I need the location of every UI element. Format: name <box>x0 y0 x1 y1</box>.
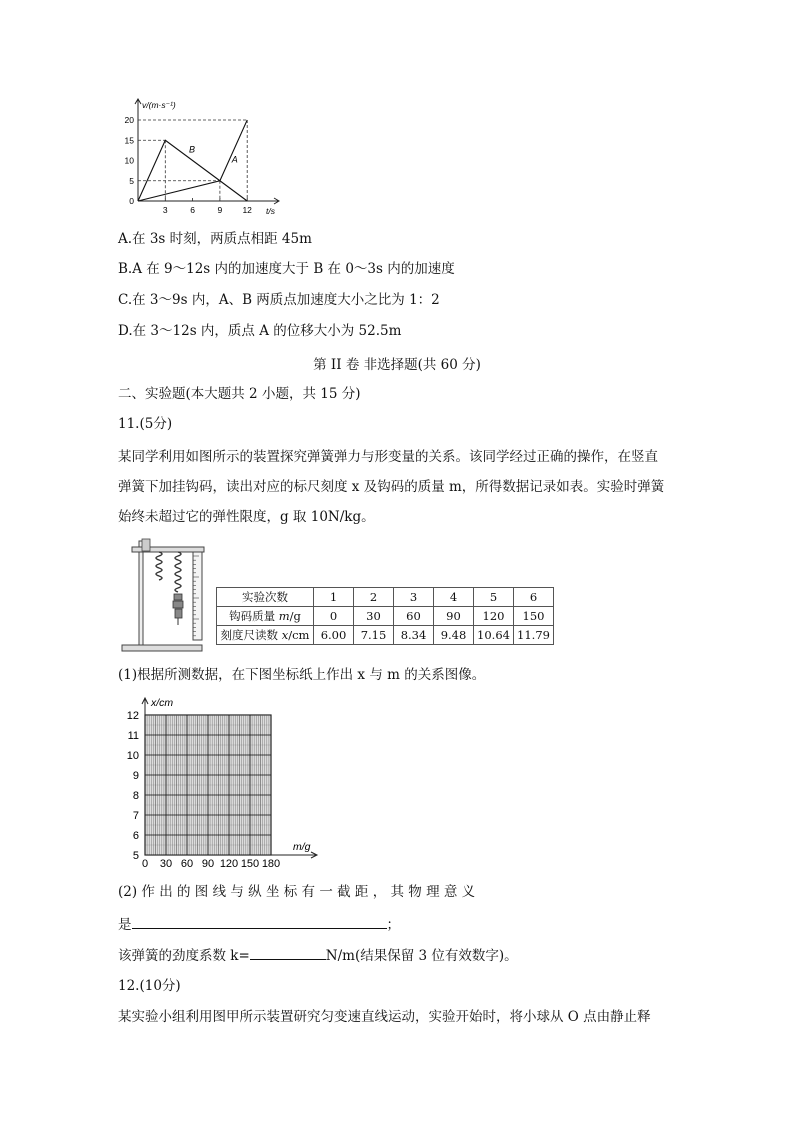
q12-stem: 某实验小组利用图甲所示装置研究匀变速直线运动，实验开始时，将小球从 O 点由静止释 <box>118 1009 651 1025</box>
y-tick-label: 7 <box>132 810 139 822</box>
table-cell: 4 <box>434 588 474 607</box>
x-tick-label: 120 <box>219 858 239 870</box>
q11-k-line: 该弹簧的劲度系数 k= N/m(结果保留 3 位有效数字)。 <box>118 945 518 965</box>
table-cell: 150 <box>514 607 554 626</box>
y-axis-label: x/cm <box>151 697 174 709</box>
x-tick-label: 60 <box>180 858 194 870</box>
y-tick-label: 11 <box>127 730 139 742</box>
series-label: A <box>231 154 238 165</box>
table-cell: 1 <box>314 588 354 607</box>
table-cell: 2 <box>354 588 394 607</box>
q12-number: 12.(10分) <box>118 978 181 994</box>
series-label: B <box>188 144 195 155</box>
table-cell: 11.79 <box>514 626 554 645</box>
table-cell: 120 <box>474 607 514 626</box>
vt-graph <box>118 96 288 221</box>
table-cell: 8.34 <box>394 626 434 645</box>
table-cell: 9.48 <box>434 626 474 645</box>
x-tick-label: 30 <box>159 858 173 870</box>
x-tick-label: 6 <box>190 205 195 215</box>
y-tick-label: 8 <box>132 790 139 802</box>
answer-blank-k[interactable] <box>250 945 326 960</box>
table-cell: 0 <box>314 607 354 626</box>
x-tick-label: 3 <box>162 205 168 215</box>
option-c: C.在 3～9s 内，A、B 两质点加速度大小之比为 1：2 <box>118 292 440 308</box>
x-tick-label: 180 <box>261 858 281 870</box>
table-cell: 60 <box>394 607 434 626</box>
table-cell: 6 <box>514 588 554 607</box>
q11-part2-line1: (2) 作 出 的 图 线 与 纵 坐 标 有 一 截 距 ， 其 物 理 意 义 <box>118 884 476 900</box>
spring-apparatus-figure <box>118 537 213 655</box>
table-row <box>217 588 554 607</box>
x-tick-label: 90 <box>201 858 215 870</box>
table-row <box>217 626 554 645</box>
y-axis-label: v/(m·s⁻¹) <box>142 100 176 110</box>
row-label-trial: 实验次数 <box>217 588 314 607</box>
table-cell: 7.15 <box>354 626 394 645</box>
section2-heading: 二、实验题(本大题共 2 小题，共 15 分) <box>118 386 361 402</box>
x-tick-label: 0 <box>141 858 149 870</box>
option-a: A.在 3s 时刻，两质点相距 45m <box>118 231 312 247</box>
x-axis-label: m/g <box>293 841 311 853</box>
graph-paper <box>118 695 328 870</box>
answer-blank-intercept[interactable] <box>132 914 387 929</box>
part2-title: 第 II 卷 非选择题(共 60 分) <box>313 357 481 373</box>
table-cell: 6.00 <box>314 626 354 645</box>
x-tick-label: 12 <box>242 205 252 215</box>
row-label-mass: 钩码质量 m/g <box>217 607 314 626</box>
x-tick-label: 150 <box>240 858 260 870</box>
data-table <box>216 587 554 645</box>
q11-part2-line2: 是 ； <box>118 914 400 934</box>
y-tick-label: 12 <box>126 710 139 722</box>
table-row <box>217 607 554 626</box>
y-tick-label: 10 <box>126 750 139 762</box>
y-tick-label: 20 <box>124 115 134 125</box>
table-cell: 3 <box>394 588 434 607</box>
q11-stem: 某同学利用如图所示的装置探究弹簧弹力与形变量的关系。该同学经过正确的操作，在竖直 弹簧下加挂钩码，读出对应的标尺刻度 x 及钩码的质量 m，所得数据记录如表。实验时弹簧 始终未超过它的弹性限度，g 取 10N/kg。 <box>118 449 665 525</box>
q11-part1: (1)根据所测数据，在下图坐标纸上作出 x 与 m 的关系图像。 <box>118 667 486 683</box>
y-tick-label: 10 <box>124 155 134 166</box>
table-cell: 10.64 <box>474 626 514 645</box>
y-tick-label: 5 <box>129 175 134 186</box>
row-label-reading: 刻度尺读数 x/cm <box>217 626 314 645</box>
x-axis-label: t/s <box>266 206 275 216</box>
table-cell: 5 <box>474 588 514 607</box>
y-tick-label: 15 <box>124 135 134 146</box>
option-d: D.在 3～12s 内，质点 A 的位移大小为 52.5m <box>118 323 402 339</box>
x-tick-label: 9 <box>217 205 223 215</box>
y-tick-label: 6 <box>132 830 139 842</box>
y-tick-label: 9 <box>132 770 139 782</box>
table-cell: 90 <box>434 607 474 626</box>
y-tick-label: 5 <box>132 850 139 862</box>
option-b: B.A 在 9～12s 内的加速度大于 B 在 0～3s 内的加速度 <box>118 261 455 277</box>
q11-number: 11.(5分) <box>118 416 173 432</box>
y-tick-label: 0 <box>129 196 134 206</box>
table-cell: 30 <box>354 607 394 626</box>
